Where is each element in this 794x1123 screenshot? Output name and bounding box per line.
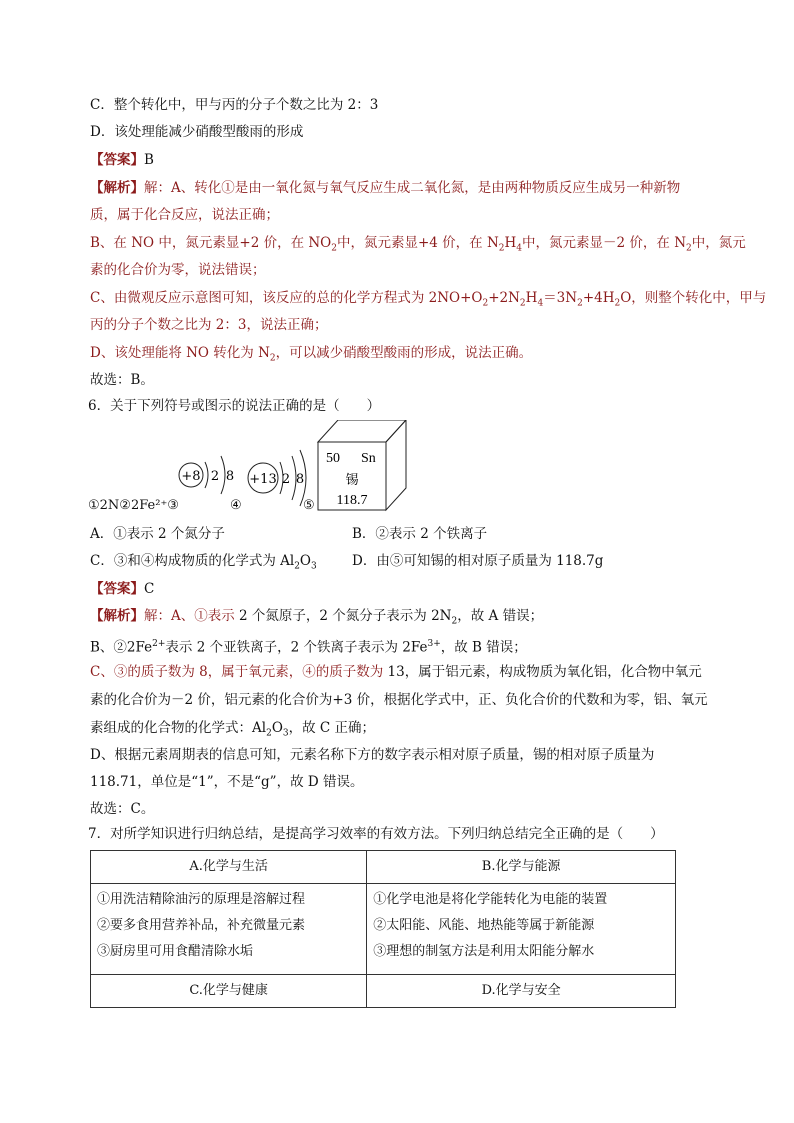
q7-stem: 7．对所学知识进行归纳总结，是提高学习效率的有效方法。下列归纳总结完全正确的是（ ） — [88, 826, 664, 842]
element-name: 锡 — [345, 473, 359, 488]
nucleus-label: +13 — [249, 472, 277, 487]
text: 表示 2 个亚铁离子，2 个铁离子表示为 2Fe — [165, 639, 428, 656]
q6-answer — [90, 579, 154, 599]
q5-analysis-line-1 — [90, 178, 680, 198]
q6-analysis-c3: 素组成的化合物的化学式：$Al_2O_3$，故 C 正确； — [90, 720, 376, 739]
answer-value: B — [144, 152, 154, 168]
q5-analysis-b: B、在 NO 中，氮元素显+2 价，在 $NO_2$中，氮元素显+4 价，在 $N_2H_4$中，氮元素显－2 价，在 $N_2$中，氮元 — [90, 235, 746, 254]
q5-pick: 故选：B。 — [90, 372, 154, 388]
list-item: ②太阳能、风能、地热能等属于新能源 — [373, 918, 595, 933]
q5-analysis-b2: 素的化合价为零，说法错误； — [90, 262, 266, 278]
text: D、该处理能将 NO 转化为 N — [90, 345, 270, 361]
q6-option-b: B．②表示 2 个铁离子 — [352, 526, 488, 542]
q5-analysis-d: D、该处理能将 NO 转化为 $N_2$，可以减少硝酸型酸雨的形成，说法正确。 — [90, 345, 533, 364]
q5-analysis-line-2: 质，属于化合反应，说法正确； — [90, 207, 279, 223]
q6-figure — [88, 420, 418, 515]
q6-analysis-d2: 118.71，单位是“1”，不是“g”，故 D 错误。 — [90, 774, 364, 790]
q5-answer — [90, 150, 154, 170]
text: H — [504, 235, 517, 251]
shell-count: 2 — [210, 469, 220, 484]
q6-pick: 故选：C。 — [90, 801, 155, 817]
figure-label-4: ④ — [230, 498, 242, 513]
text: +4H — [582, 290, 615, 306]
analysis-tag: 【解析】 — [90, 608, 144, 624]
text: 中，氮元 — [691, 235, 746, 251]
table-header-b: B.化学与能源 — [367, 851, 676, 884]
text: B、②2Fe — [90, 639, 153, 656]
text: ，可以减少硝酸型酸雨的形成，说法正确。 — [275, 345, 533, 361]
text: +2N — [488, 290, 520, 306]
table-header-c: C.化学与健康 — [91, 975, 367, 1008]
q5-analysis-c: C、由微观反应示意图可知，该反应的总的化学方程式为 $2NO+O_2+2N_2H_4=3N_2+4H_2O$，则整个转化中，甲与 — [90, 290, 767, 309]
answer-value: C — [144, 581, 155, 597]
q6-analysis-b: B、$②2Fe^{2+}$表示 2 个亚铁离子，2 个铁离子表示为 $2Fe^{3+}$，故 B 错误； — [90, 639, 527, 656]
list-item: ①用洗洁精除油污的原理是溶解过程 — [97, 892, 306, 907]
shell-arc — [221, 456, 225, 494]
text: 13，属于铝元素，构成物质为氧化铝，化合物中氧元 — [383, 664, 702, 680]
text: ＝3N — [543, 290, 578, 306]
analysis-tag: 【解析】 — [90, 180, 144, 196]
text: O — [271, 720, 283, 736]
q6-option-c: C．③和④构成物质的化学式为 $Al_2O_3$ — [90, 553, 317, 572]
figure-label-5: ⑤ — [303, 498, 315, 513]
table-cell-b — [367, 884, 676, 975]
list-item: ③厨房里可用食醋清除水垢 — [97, 944, 254, 959]
answer-tag: 【答案】 — [90, 152, 144, 168]
table-header-a: A.化学与生活 — [91, 851, 367, 884]
analysis-text: 解：A、转化①是由一氧化氮与氧气反应生成二氧化氮，是由两种物质反应生成另一种新物 — [144, 180, 681, 196]
text: 素组成的化合物的化学式：Al — [90, 720, 267, 736]
q6-analysis-c2: 素的化合价为－2 价，铝元素的化合价为+3 价，根据化学式中，正、负化合价的代数和为零，铝、氧元 — [90, 692, 708, 708]
list-item: ③理想的制氢方法是利用太阳能分解水 — [373, 944, 595, 959]
answer-tag: 【答案】 — [90, 581, 144, 597]
figure-labels: ①2N②2Fe²⁺③ — [88, 498, 179, 513]
text: 中，氮元素显－2 价，在 N — [522, 235, 687, 251]
text: C．③和④构成物质的化学式为 Al — [90, 553, 295, 569]
q5-analysis-c2: 丙的分子个数之比为 2：3，说法正确； — [90, 317, 328, 333]
shell-count: 8 — [295, 472, 305, 487]
q6-stem: 6．关于下列符号或图示的说法正确的是（ ） — [88, 398, 381, 414]
shell-arc — [205, 462, 208, 488]
text: ，故 C 正确； — [288, 720, 376, 736]
text: B、在 NO 中，氮元素显+2 价，在 NO — [90, 235, 332, 251]
atomic-mass: 118.7 — [336, 493, 368, 508]
text: C、由微观反应示意图可知，该反应的总的化学方程式为 2NO+O — [90, 290, 483, 306]
list-item: ①化学电池是将化学能转化为电能的装置 — [373, 892, 608, 907]
q5-option-c: C．整个转化中，甲与丙的分子个数之比为 2：3 — [90, 97, 379, 113]
nucleus-label: +8 — [181, 469, 201, 484]
element-box-top — [318, 420, 406, 442]
table-cell-a — [91, 884, 367, 975]
text: 2 个氮原子，2 个氮分子表示为 2N — [234, 608, 452, 624]
text: 解：A、①表示 — [144, 608, 235, 624]
element-box-side — [386, 420, 406, 510]
q5-option-d: D．该处理能减少硝酸型酸雨的形成 — [90, 124, 304, 140]
text: ，故 A 错误； — [457, 608, 544, 624]
list-item: ②要多食用营养补品，补充微量元素 — [97, 918, 306, 933]
shell-count: 2 — [281, 472, 291, 487]
text: C、③的质子数为 8，属于氧元素，④的质子数为 — [90, 664, 384, 680]
q6-option-a: A．①表示 2 个氮分子 — [90, 526, 225, 542]
q6-option-d: D．由⑤可知锡的相对原子质量为 118.7g — [352, 553, 604, 569]
text: O — [299, 553, 311, 569]
text: 中，氮元素显+4 价，在 N — [336, 235, 499, 251]
q7-table — [90, 850, 676, 1008]
shell-count: 8 — [225, 469, 235, 484]
q6-analysis-d: D、根据元素周期表的信息可知，元素名称下方的数字表示相对原子质量，锡的相对原子质量为 — [90, 747, 655, 763]
q6-analysis-a: 【解析】解：A、①表示 2 个氮原子，2 个氮分子表示为 $2N_2$，故 A 错误； — [90, 608, 544, 627]
table-header-d: D.化学与安全 — [367, 975, 676, 1008]
element-symbol: Sn — [361, 451, 376, 466]
text: O，则整个转化中，甲与 — [620, 290, 767, 306]
text: ，故 B 错误； — [440, 639, 527, 656]
q6-analysis-c — [90, 662, 702, 682]
atomic-number: 50 — [326, 451, 340, 466]
text: H — [525, 290, 538, 306]
